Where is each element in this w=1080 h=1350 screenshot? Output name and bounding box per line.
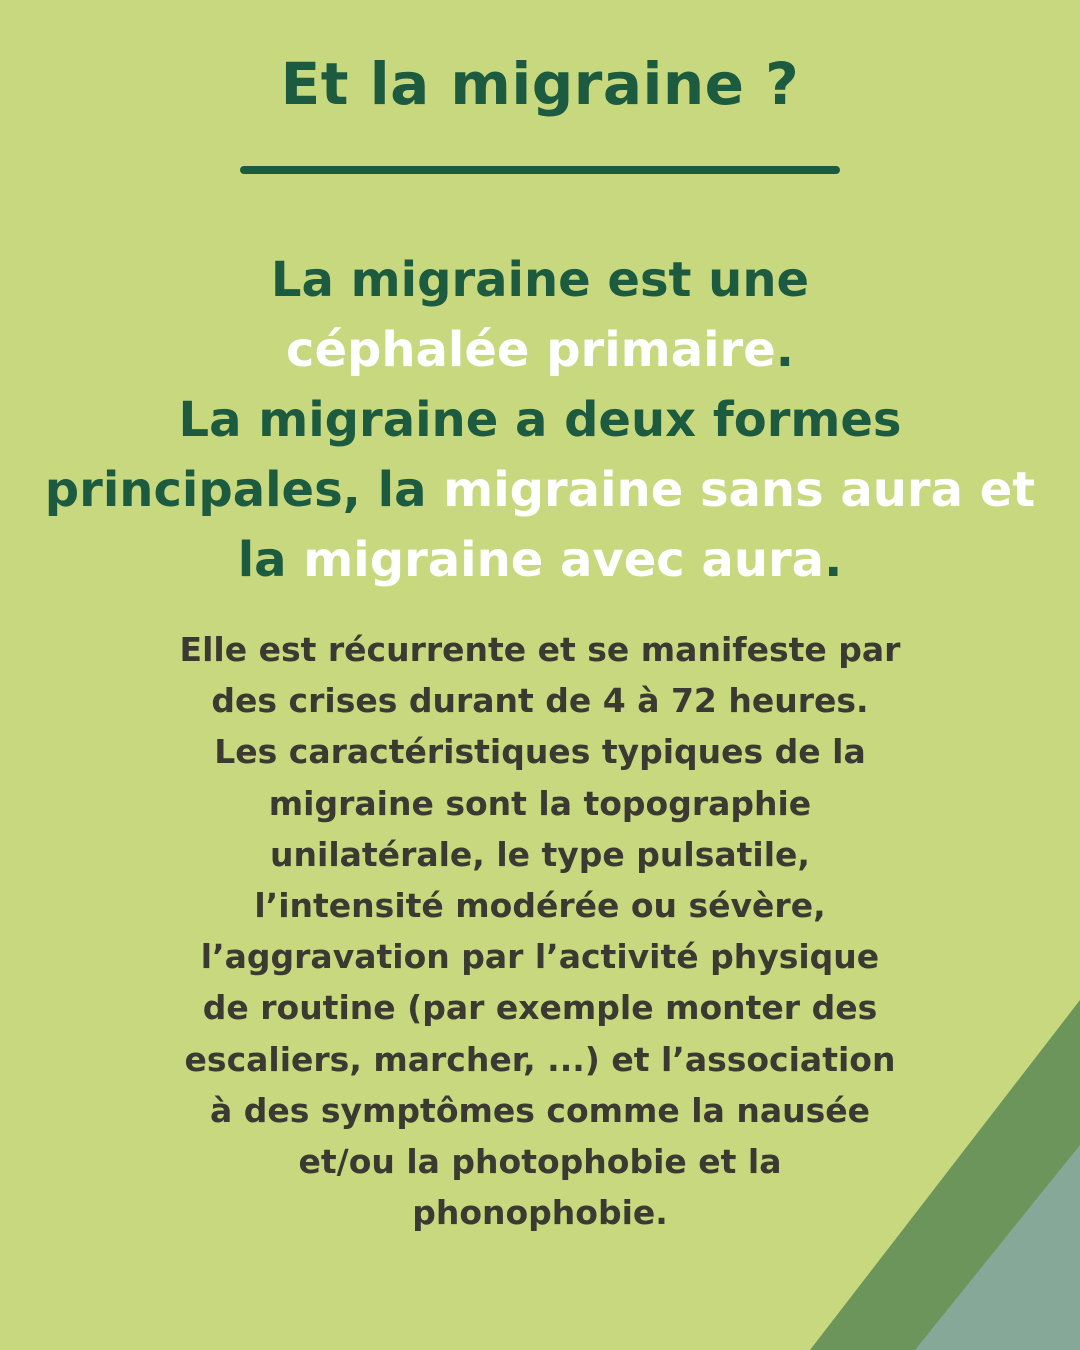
lead-paragraph bbox=[20, 245, 1060, 595]
lead-highlight-cephalee: céphalée primaire bbox=[285, 322, 776, 378]
body-line: unilatérale, le type pulsatile, bbox=[270, 834, 810, 874]
lead-highlight-sans-aura: migraine sans aura et bbox=[443, 462, 1036, 518]
body-line: à des symptômes comme la nausée bbox=[210, 1090, 870, 1130]
lead-highlight-avec-aura: migraine avec aura bbox=[303, 532, 825, 588]
body-line: l’aggravation par l’activité physique bbox=[200, 937, 880, 977]
body-line: escaliers, marcher, ...) et l’association bbox=[184, 1039, 896, 1079]
body-line: et/ou la photophobie et la bbox=[298, 1142, 782, 1182]
lead-line-1: La migraine est une bbox=[270, 252, 810, 308]
title-divider bbox=[240, 166, 840, 174]
body-paragraph bbox=[160, 624, 920, 1238]
body-line: phonophobie. bbox=[412, 1193, 668, 1233]
body-line: Les caractéristiques typiques de la bbox=[214, 732, 866, 772]
corner-decoration bbox=[810, 1000, 1080, 1350]
lead-line-5-start: la bbox=[237, 532, 304, 588]
page-title: Et la migraine ? bbox=[280, 50, 800, 118]
body-line: l’intensité modérée ou sévère, bbox=[254, 886, 826, 926]
lead-line-4-start: principales, la bbox=[44, 462, 444, 518]
body-line: Elle est récurrente et se manifeste par bbox=[179, 630, 901, 669]
body-line: migraine sont la topographie bbox=[268, 783, 812, 823]
body-line: de routine (par exemple monter des bbox=[202, 988, 878, 1028]
lead-line-2-end: . bbox=[775, 322, 794, 378]
lead-line-5-end: . bbox=[824, 532, 843, 588]
body-line: des crises durant de 4 à 72 heures. bbox=[211, 681, 869, 721]
lead-line-3: La migraine a deux formes bbox=[178, 392, 902, 448]
